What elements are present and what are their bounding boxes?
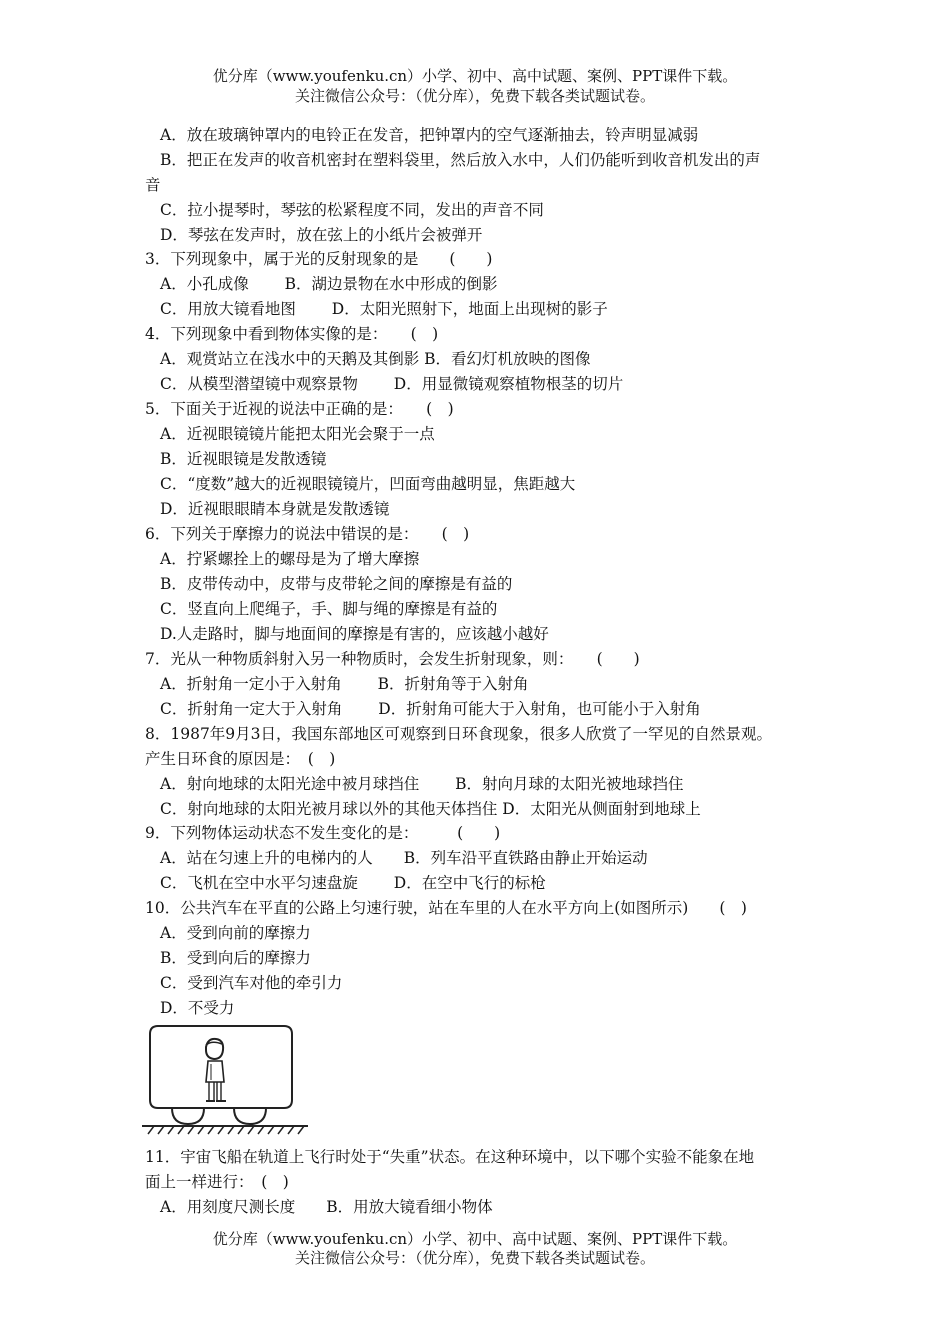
- question-11-cont: 面上一样进行： ( ): [145, 1173, 289, 1191]
- q2-option-b: B．把正在发声的收音机密封在塑料袋里，然后放入水中，人们仍能听到收音机发出的声: [160, 151, 761, 169]
- q2-option-d: D．琴弦在发声时，放在弦上的小纸片会被弹开: [160, 226, 483, 244]
- q10-option-a: A．受到向前的摩擦力: [160, 924, 311, 942]
- q5-option-d: D．近视眼眼睛本身就是发散透镜: [160, 500, 390, 518]
- q6-option-b: B．皮带传动中，皮带与皮带轮之间的摩擦是有益的: [160, 575, 513, 593]
- question-5: 5．下面关于近视的说法中正确的是： ( ): [145, 400, 454, 418]
- bus-figure: [142, 1020, 312, 1145]
- footer-line-1: 优分库（www.youfenku.cn）小学、初中、高中试题、案例、PPT课件下载。: [212, 1230, 738, 1248]
- q5-option-b: B．近视眼镜是发散透镜: [160, 450, 327, 468]
- q6-option-d: D.人走路时，脚与地面间的摩擦是有害的，应该越小越好: [160, 625, 549, 643]
- question-7: 7．光从一种物质斜射入另一种物质时，会发生折射现象，则： ( ): [145, 650, 640, 668]
- q5-option-a: A．近视眼镜镜片能把太阳光会聚于一点: [160, 425, 435, 443]
- q7-options-ab: A．折射角一定小于入射角 B．折射角等于入射角: [160, 675, 529, 693]
- q6-option-a: A．拧紧螺拴上的螺母是为了增大摩擦: [160, 550, 420, 568]
- q2-option-c: C．拉小提琴时，琴弦的松紧程度不同，发出的声音不同: [160, 201, 544, 219]
- question-10: 10．公共汽车在平直的公路上匀速行驶，站在车里的人在水平方向上(如图所示) ( ): [145, 899, 747, 917]
- q9-options-ab: A．站在匀速上升的电梯内的人 B．列车沿平直铁路由静止开始运动: [160, 849, 648, 867]
- q11-options-ab: A．用刻度尺测长度 B．用放大镜看细小物体: [160, 1198, 493, 1216]
- q9-options-cd: C．飞机在空中水平匀速盘旋 D．在空中飞行的标枪: [160, 874, 546, 892]
- q10-option-d: D．不受力: [160, 999, 235, 1017]
- q2-option-a: A．放在玻璃钟罩内的电铃正在发音，把钟罩内的空气逐渐抽去，铃声明显减弱: [160, 126, 699, 144]
- q3-options-cd: C．用放大镜看地图 D．太阳光照射下，地面上出现树的影子: [160, 300, 608, 318]
- q6-option-c: C．竖直向上爬绳子，手、脚与绳的摩擦是有益的: [160, 600, 498, 618]
- question-6: 6．下列关于摩擦力的说法中错误的是： ( ): [145, 525, 470, 543]
- q8-options-ab: A．射向地球的太阳光途中被月球挡住 B．射向月球的太阳光被地球挡住: [160, 775, 684, 793]
- q4-options-cd: C．从模型潜望镜中观察景物 D．用显微镜观察植物根茎的切片: [160, 375, 624, 393]
- q3-options-ab: A．小孔成像 B．湖边景物在水中形成的倒影: [160, 275, 498, 293]
- question-4: 4．下列现象中看到物体实像的是： ( ): [145, 325, 439, 343]
- q5-option-c: C．“度数”越大的近视眼镜镜片，凹面弯曲越明显，焦距越大: [160, 475, 576, 493]
- question-11: 11．宇宙飞船在轨道上飞行时处于“失重”状态。在这种环境中，以下哪个实验不能象在地: [145, 1148, 755, 1166]
- q4-options-ab: A．观赏站立在浅水中的天鹅及其倒影 B．看幻灯机放映的图像: [160, 350, 591, 368]
- q2-option-b-cont: 音: [145, 176, 161, 194]
- header-line-1: 优分库（www.youfenku.cn）小学、初中、高中试题、案例、PPT课件下载。: [212, 67, 738, 85]
- question-9: 9．下列物体运动状态不发生变化的是： ( ): [145, 824, 501, 842]
- header-line-2: 关注微信公众号：（优分库），免费下载各类试题试卷。: [294, 87, 655, 105]
- q8-options-cd: C．射向地球的太阳光被月球以外的其他天体挡住 D．太阳光从侧面射到地球上: [160, 800, 701, 818]
- footer-line-2: 关注微信公众号：（优分库），免费下载各类试题试卷。: [294, 1249, 655, 1267]
- question-8: 8．1987年9月3日，我国东部地区可观察到日环食现象，很多人欣赏了一罕见的自然景观。: [145, 725, 773, 743]
- q10-option-c: C．受到汽车对他的牵引力: [160, 974, 343, 992]
- question-3: 3．下列现象中，属于光的反射现象的是 ( ): [145, 250, 493, 268]
- q7-options-cd: C．折射角一定大于入射角 D．折射角可能大于入射角，也可能小于入射角: [160, 700, 701, 718]
- question-8-cont: 产生日环食的原因是： ( ): [145, 750, 336, 768]
- q10-option-b: B．受到向后的摩擦力: [160, 949, 311, 967]
